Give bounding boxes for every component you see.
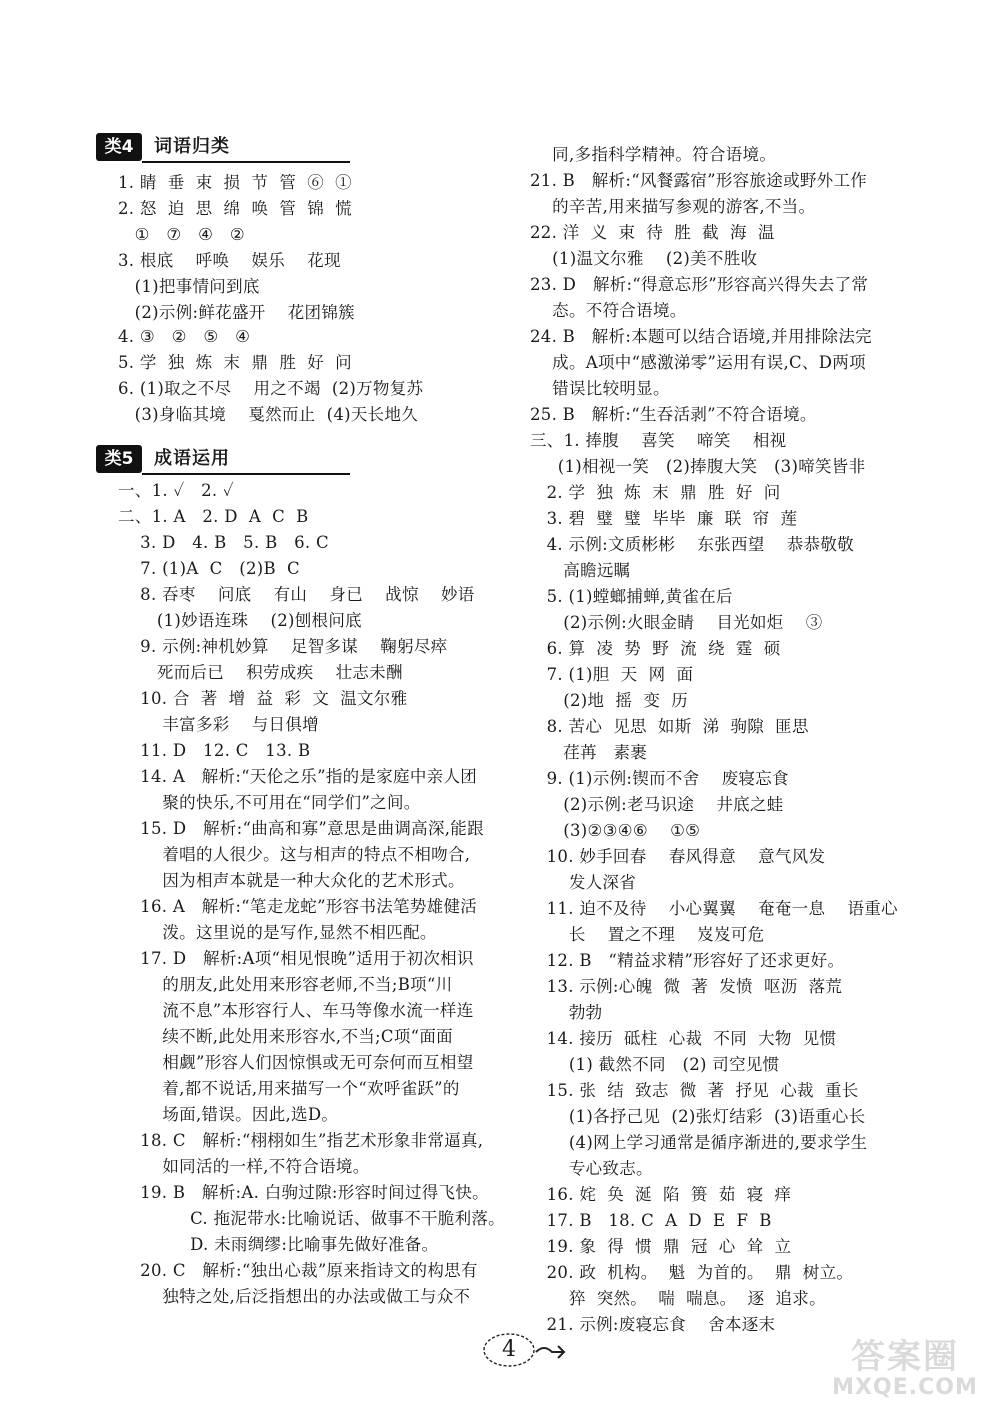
section-tag: 类4 [96,133,142,161]
answer-line: (3)身临其境 戛然而止 (4)天长地久 [118,405,419,424]
answer-line: 错误比较明显。 [530,379,670,398]
answer-line: 19. B 解析:A. 白驹过隙:形容时间过得飞快。 [118,1183,489,1202]
answer-line: 15. D 解析:“曲高和寡”意思是曲调高深,能跟 [118,819,484,838]
answer-line: 14. 接历 砥柱 心裁 不同 大物 见惯 [530,1029,837,1048]
answer-line: 1. 睛 垂 束 损 节 管 ⑥ ① [118,173,352,192]
answer-line: 的辛苦,用来描写参观的游客,不当。 [530,197,816,216]
answer-line: D. 未雨绸缪:比喻事先做好准备。 [118,1235,439,1254]
answer-line: 14. A 解析:“天伦之乐”指的是家庭中亲人团 [118,767,478,786]
page-number-badge [482,1330,568,1370]
section-header-4 [96,133,356,163]
answer-line: 23. D 解析:“得意忘形”形容高兴得失去了常 [530,275,869,294]
answer-line: 成。A项中“感激涕零”运用有误,C、D两项 [530,353,866,372]
answer-line: 因为相声本就是一种大众化的艺术形式。 [118,871,465,890]
answer-line: 5. 学 独 炼 末 鼎 胜 好 问 [118,353,352,372]
answer-line: 8. 吞枣 问底 有山 身已 战惊 妙语 [118,585,475,604]
answer-line: 聚的快乐,不可用在“同学们”之间。 [118,793,421,812]
answer-line: 9. 示例:神机妙算 足智多谋 鞠躬尽瘁 [118,637,448,656]
answer-line: 4. ③ ② ⑤ ④ [118,327,251,346]
answer-line: 8. 苦心 见思 如斯 涕 驹隙 匪思 [530,717,809,736]
answer-line: 勃勃 [530,1003,603,1022]
answer-line: 流不息”本形容行人、车马等像水流一样连 [118,1001,474,1020]
answer-line: 15. 张 结 致志 微 著 抒见 心裁 重长 [530,1081,859,1100]
answer-line: (2)示例:老马识途 井底之蛙 [530,795,784,814]
answer-line: 21. B 解析:“风餐露宿”形容旅途或野外工作 [530,171,868,190]
answer-line: 专心致志。 [530,1159,653,1178]
answer-line: 16. A 解析:“笔走龙蛇”形容书法笔势雄健活 [118,897,478,916]
answer-line: 态。不符合语境。 [530,301,687,320]
answer-line: 场面,错误。因此,选D。 [118,1105,339,1124]
answer-line: 5. (1)螳螂捕蝉,黄雀在后 [530,587,733,606]
answer-line: 22. 洋 义 束 待 胜 截 海 温 [530,223,775,242]
answer-line: 3. 根底 呼唤 娱乐 花现 [118,251,341,270]
answer-line: 11. D 12. C 13. B [118,741,311,760]
answer-line: 13. 示例:心魄 微 著 发愤 呕沥 落荒 [530,977,843,996]
answer-line: 丰富多彩 与日俱增 [118,715,319,734]
answer-line: 同,多指科学精神。符合语境。 [530,145,777,164]
answer-line: 10. 妙手回春 春风得意 意气风发 [530,847,826,866]
answer-line: (2)示例:鲜花盛开 花团锦簇 [118,303,355,322]
answer-line: 6. 算 凌 势 野 流 绕 霆 硕 [530,639,781,658]
answer-line: 20. 政 机构。 魁 为首的。 鼎 树立。 [530,1263,854,1282]
answer-line: 3. 碧 璧 璧 毕毕 廉 联 帘 莲 [530,509,798,528]
answer-line: 着唱的人很少。这与相声的特点不相吻合, [118,845,471,864]
answer-line: (1)温文尔雅 (2)美不胜收 [530,249,758,268]
section-header-5 [96,445,356,475]
section-tag: 类5 [96,445,142,473]
answer-line: 2. 怒 迫 思 绵 唤 管 锦 慌 [118,199,352,218]
answer-line: 4. 示例:文质彬彬 东张西望 恭恭敬敬 [530,535,854,554]
answer-line: (1)妙语连珠 (2)刨根问底 [118,611,362,630]
answer-line: 泼。这里说的是写作,显然不相匹配。 [118,923,437,942]
answer-line: 11. 迫不及待 小心翼翼 奄奄一息 语重心 [530,899,898,918]
answer-line: (1)各抒己见 (2)张灯结彩 (3)语重心长 [530,1107,866,1126]
answer-line: 死而后已 积劳成疾 壮志未酬 [118,663,403,682]
section-underline [142,161,350,163]
answer-line: 高瞻远瞩 [530,561,631,580]
answer-line: 3. D 4. B 5. B 6. C [118,533,329,552]
watermark-domain: MXQE.COM [832,1375,978,1400]
answer-line: (3)②③④⑥ ①⑤ [530,821,701,840]
answer-line: 21. 示例:废寝忘食 舍本逐末 [530,1315,776,1334]
section-title: 词语归类 [154,136,230,157]
section-underline [142,473,350,475]
answer-line: 6. (1)取之不尽 用之不竭 (2)万物复苏 [118,379,424,398]
answer-line: 25. B 解析:“生吞活剥”不符合语境。 [530,405,817,424]
answer-line: 猝 突然。 喘 喘息。 逐 追求。 [530,1289,826,1308]
answer-line: 三、1. 捧腹 喜笑 啼笑 相视 [530,431,787,450]
watermark-text: 答案圈 [851,1337,959,1377]
answer-line: 16. 姹 奂 涎 陷 篑 茹 寝 痒 [530,1185,792,1204]
section-title: 成语运用 [154,448,230,469]
answer-line: 20. C 解析:“独出心裁”原来指诗文的构思有 [118,1261,478,1280]
answer-line: 7. (1)胆 天 网 面 [530,665,694,684]
answer-line: (1)把事情问到底 [118,277,260,296]
answer-line: 相觑”形容人们因惊惧或无可奈何而互相望 [118,1053,474,1072]
answer-line: (4)网上学习通常是循序渐进的,要求学生 [530,1133,868,1152]
answer-line: (2)示例:火眼金睛 目光如炬 ③ [530,613,823,632]
answer-line: 17. B 18. C A D E F B [530,1211,772,1230]
answer-line: 着,都不说话,用来描写一个“欢呼雀跃”的 [118,1079,460,1098]
answer-line: 2. 学 独 炼 末 鼎 胜 好 问 [530,483,781,502]
answer-line: 一、1. ✓ 2. ✓ [118,481,234,500]
answer-line: C. 拖泥带水:比喻说话、做事不干脆利落。 [118,1209,505,1228]
answer-line: ① ⑦ ④ ② [118,225,245,244]
answer-line: 24. B 解析:本题可以结合语境,并用排除法完 [530,327,872,346]
watermark-logo [820,1338,990,1402]
answer-line: 的朋友,此处用来形容老师,不当;B项“川 [118,975,453,994]
answer-line: 19. 象 得 惯 鼎 冠 心 耸 立 [530,1237,792,1256]
answer-line: (1) 截然不同 (2) 司空见惯 [530,1055,780,1074]
answer-line: 10. 合 著 增 益 彩 文 温文尔雅 [118,689,408,708]
answer-line: 9. (1)示例:锲而不舍 废寝忘食 [530,769,789,788]
answer-line: 发人深省 [530,873,637,892]
answer-line: (2)地 摇 变 历 [530,691,689,710]
answer-line: 独特之处,后泛指想出的办法或做工与众不 [118,1287,471,1306]
answer-line: (1)相视一笑 (2)捧腹大笑 (3)啼笑皆非 [530,457,866,476]
answer-line: 12. B “精益求精”形容好了还求更好。 [530,951,845,970]
answer-line: 18. C 解析:“栩栩如生”指艺术形象非常逼真, [118,1131,484,1150]
answer-line: 荏苒 素裹 [530,743,648,762]
answer-line: 如同活的一样,不符合语境。 [118,1157,370,1176]
answer-line: 续不断,此处用来形容水,不当;C项“面面 [118,1027,453,1046]
answer-line: 7. (1)A C (2)B C [118,559,300,578]
page-number: 4 [502,1337,516,1362]
answer-line: 长 置之不理 岌岌可危 [530,925,765,944]
answer-line: 二、1. A 2. D A C B [118,507,309,526]
answer-line: 17. D 解析:A项“相见恨晚”适用于初次相识 [118,949,474,968]
